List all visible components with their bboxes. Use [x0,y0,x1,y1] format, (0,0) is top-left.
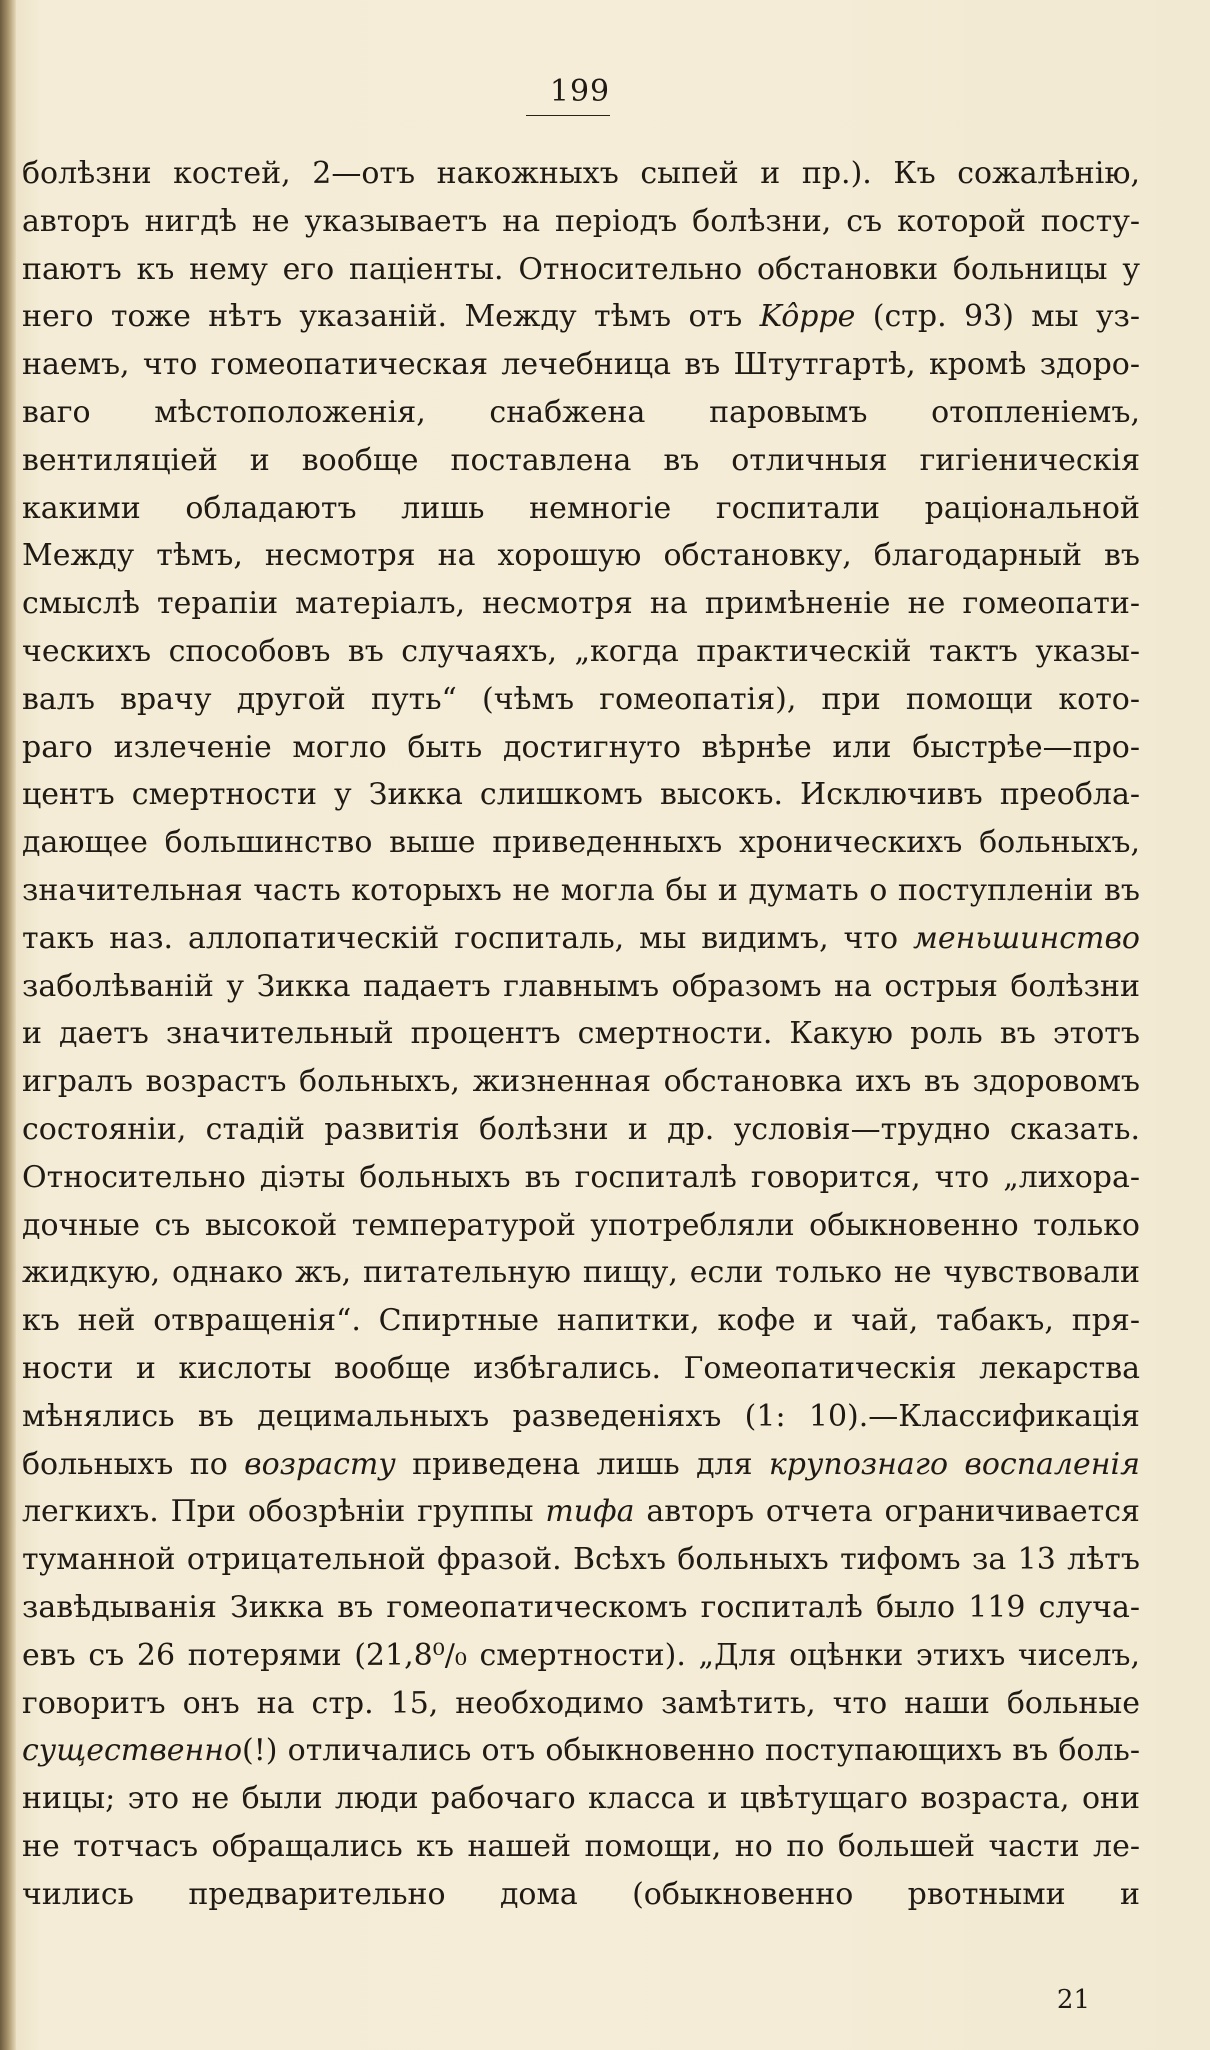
text-line [22,485,1140,533]
text-line [22,437,1140,485]
page-number: 199 [549,74,611,109]
text-line [22,1393,1140,1441]
text-segment: мѣнялись въ децимальныхъ разведеніяхъ (1: 10).—Классификація [22,1398,1140,1434]
text-line [22,915,1140,963]
text-segment: авторъ нигдѣ не указываетъ на періодъ болѣзни, съ которой посту- [22,203,1140,239]
text-segment: къ ней отвращенія“. Спиртные напитки, кофе и чай, табакъ, пря- [22,1303,1140,1339]
text-segment: такъ наз. аллопатическій госпиталь, мы видимъ, что [22,920,913,956]
text-line [22,1297,1140,1345]
text-segment: ницы; это не были люди рабочаго класса и цвѣтущаго возраста, они [22,1781,1140,1817]
italic-text: Kôppe [759,299,856,335]
text-line [22,1536,1140,1584]
text-segment: дающее большинство выше приведенныхъ хроническихъ больныхъ, [22,825,1140,861]
text-segment: паютъ къ нему его паціенты. Относительно обстановки больницы у [22,251,1140,287]
text-segment: Между тѣмъ, несмотря на хорошую обстановку, благодарный въ [22,538,1140,574]
italic-text: меньшинство [913,920,1140,956]
text-segment: и даетъ значительный процентъ смертности. Какую роль въ этотъ [22,1016,1140,1052]
text-line [22,532,1140,580]
text-segment: приведена лишь для [395,1446,769,1482]
signature-mark: 21 [1056,1985,1090,2015]
text-segment: ческихъ способовъ въ случаяхъ, „когда практическій тактъ указы- [22,633,1140,669]
text-segment: валъ врачу другой путь“ (чѣмъ гомеопатія), при помощи кото- [22,681,1140,717]
text-line [22,341,1140,389]
text-line [22,246,1140,294]
italic-text: крупознаго воспаленія [768,1446,1140,1482]
text-segment: говоритъ онъ на стр. 15, необходимо замѣтить, что наши больные [22,1685,1140,1721]
page-number-rule [526,115,610,116]
text-segment: (стр. 93) мы уз- [855,299,1140,335]
body-text [22,150,1140,1918]
text-line [22,1632,1140,1680]
text-segment: значительная часть которыхъ не могла бы и думать о поступленіи въ [22,872,1140,908]
text-line [22,1680,1140,1728]
text-line [22,293,1140,341]
text-segment: болѣзни костей, 2—отъ накожныхъ сыпей и пр.). Къ сожалѣнію, [22,156,1140,191]
text-segment: Относительно діэты больныхъ въ госпиталѣ говорится, что „лихора- [22,1159,1140,1195]
text-line [22,1727,1140,1775]
text-line [22,628,1140,676]
text-line [22,1202,1140,1250]
text-segment: центъ смертности у Зикка слишкомъ высокъ. Исключивъ преобла- [22,777,1140,813]
text-line [22,963,1140,1011]
text-segment: вентиляціей и вообще поставлена въ отличныя гигіеническія [22,442,1140,478]
text-line [22,1488,1140,1536]
text-segment: наемъ, что гомеопатическая лечебница въ Штутгартѣ, кромѣ здоро- [22,347,1140,383]
text-segment: евъ съ 26 потерями (21,8⁰/₀ смертности). „Для оцѣнки этихъ чиселъ, [22,1637,1140,1673]
text-line [22,724,1140,772]
text-line [22,1010,1140,1058]
text-line [22,867,1140,915]
text-segment: заболѣваній у Зикка падаетъ главнымъ образомъ на острыя болѣзни [22,968,1140,1004]
text-line [22,1154,1140,1202]
text-segment: дочные съ высокой температурой употребляли обыкновенно только [22,1207,1140,1243]
text-line [22,676,1140,724]
text-segment: (!) отличались отъ обыкновенно поступающихъ въ боль- [242,1733,1140,1769]
text-line [22,1441,1140,1489]
text-line [22,1106,1140,1154]
book-spine [0,0,16,2050]
text-line [22,771,1140,819]
text-segment: жидкую, однако жъ, питательную пищу, если только не чувствовали [22,1255,1140,1291]
italic-text: тифа [545,1494,635,1530]
text-line [22,1823,1140,1871]
text-line [22,1345,1140,1393]
text-line [22,1871,1140,1919]
text-line [22,1249,1140,1297]
text-segment: чились предварительно дома (обыкновенно рвотными и [22,1876,1140,1912]
text-line [22,150,1140,198]
italic-text: существенно [22,1733,243,1769]
text-segment: туманной отрицательной фразой. Всѣхъ больныхъ тифомъ за 13 лѣтъ [22,1542,1140,1578]
text-segment: игралъ возрастъ больныхъ, жизненная обстановка ихъ въ здоровомъ [22,1064,1140,1100]
text-segment: состояніи, стадій развитія болѣзни и др. условія—трудно сказать. [22,1111,1140,1147]
italic-text: возрасту [244,1446,396,1482]
text-line [22,389,1140,437]
text-segment: раго излеченіе могло быть достигнуто вѣрнѣе или быстрѣе—про- [22,729,1140,765]
text-segment: не тотчасъ обращались къ нашей помощи, но по большей части ле- [22,1828,1140,1864]
text-segment: завѣдыванія Зикка въ гомеопатическомъ госпиталѣ было 119 случа- [22,1589,1140,1625]
text-segment: легкихъ. При обозрѣніи группы [22,1494,546,1530]
text-segment: больныхъ по [22,1446,245,1482]
text-segment: него тоже нѣтъ указаній. Между тѣмъ отъ [22,299,760,335]
text-line [22,819,1140,867]
text-segment: авторъ отчета ограничивается [634,1494,1140,1530]
text-line [22,198,1140,246]
text-segment: ности и кислоты вообще избѣгались. Гомеопатическія лекарства [22,1350,1140,1386]
text-line [22,1584,1140,1632]
text-segment: какими обладаютъ лишь немногіе госпитали раціональной [22,490,1140,526]
text-line [22,580,1140,628]
text-segment: ваго мѣстоположенія, снабжена паровымъ отопленіемъ, [22,394,1140,430]
text-segment: смыслѣ терапіи матеріалъ, несмотря на примѣненіе не гомеопати- [22,586,1140,622]
text-line [22,1058,1140,1106]
text-line [22,1775,1140,1823]
